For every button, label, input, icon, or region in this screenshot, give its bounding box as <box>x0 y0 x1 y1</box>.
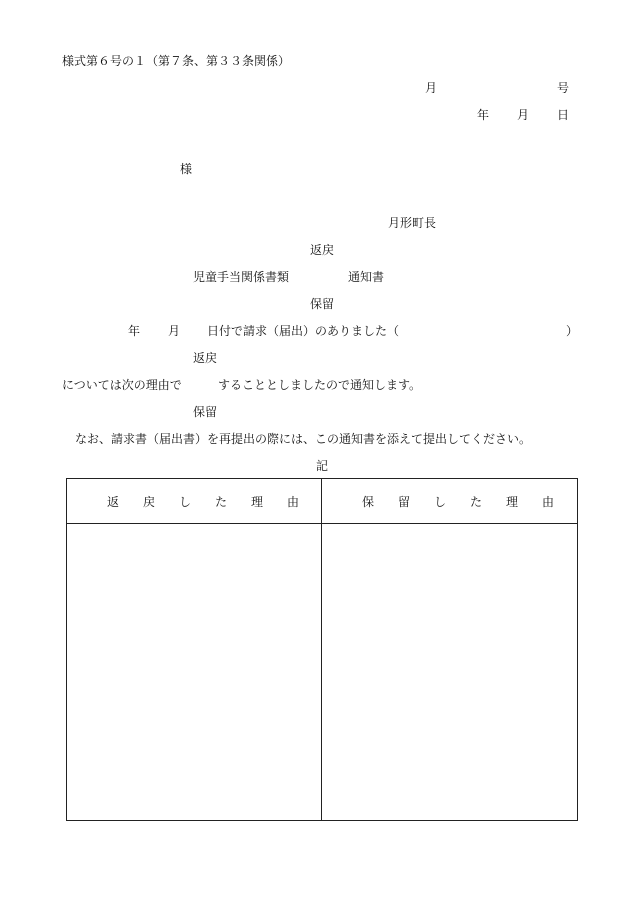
hold-reason-cell[interactable] <box>322 524 577 820</box>
ki-heading: 記 <box>316 459 329 473</box>
doc-date-day: 日 <box>557 108 570 122</box>
body-option-return: 返戻 <box>193 351 218 365</box>
doc-date-year: 年 <box>477 108 490 122</box>
title-suffix: 通知書 <box>348 270 385 284</box>
body-year: 年 <box>128 324 141 338</box>
body-option-hold: 保留 <box>193 405 218 419</box>
return-reason-cell[interactable] <box>67 524 321 820</box>
body-reason-suffix: することとしましたので通知します。 <box>218 378 422 392</box>
body-request-text: 日付で請求（届出）のありました（ <box>207 324 400 338</box>
issuer-name: 月形町長 <box>388 216 437 230</box>
resubmission-note: なお、請求書（届出書）を再提出の際には、この通知書を添えて提出してください。 <box>75 432 532 446</box>
title-option-hold: 保留 <box>310 297 335 311</box>
body-month: 月 <box>168 324 181 338</box>
doc-date-month: 月 <box>517 108 530 122</box>
form-number: 様式第６号の１（第７条、第３３条関係） <box>62 54 291 68</box>
doc-number-label: 号 <box>557 81 570 95</box>
header-return-reason: 返 戻 し た 理 由 <box>107 495 306 509</box>
header-hold-reason: 保 留 し た 理 由 <box>362 495 561 509</box>
body-reason-prefix: については次の理由で <box>62 378 182 392</box>
reason-table <box>66 478 578 821</box>
title-option-return: 返戻 <box>310 243 335 257</box>
addressee-suffix: 様 <box>180 162 193 176</box>
body-close-paren: ） <box>566 324 579 338</box>
doc-number-month: 月 <box>425 81 438 95</box>
title-main: 児童手当関係書類 <box>193 270 290 284</box>
